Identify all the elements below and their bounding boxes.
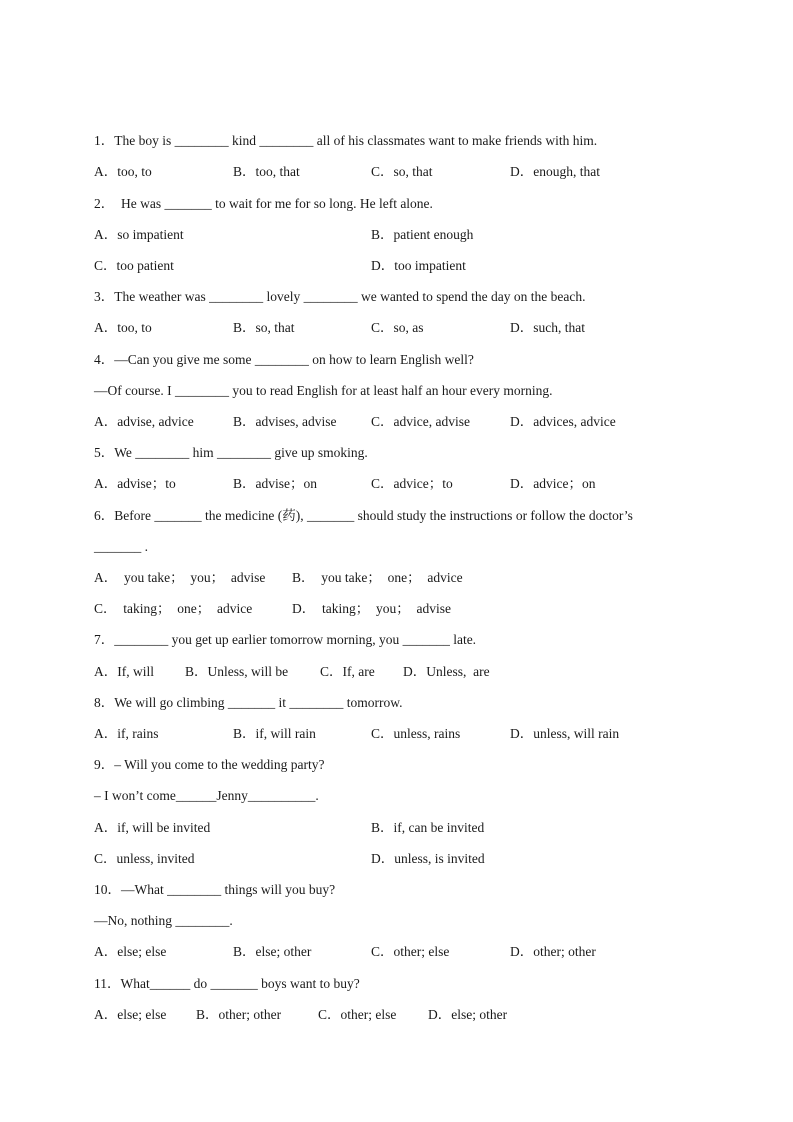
question-2-option-b[interactable]: B．patient enough xyxy=(371,227,474,242)
question-11-option-c[interactable]: C．other; else xyxy=(318,1007,397,1022)
question-3-option-d[interactable]: D．such, that xyxy=(510,320,585,335)
question-10-option-a[interactable]: A．else; else xyxy=(94,944,167,959)
question-4-option-a[interactable]: A．advise, advice xyxy=(94,414,194,429)
question-4-option-c[interactable]: C．advice, advise xyxy=(371,414,470,429)
question-11-option-b[interactable]: B．other; other xyxy=(196,1007,282,1022)
question-9-stem-line2: – I won’t come______Jenny__________. xyxy=(94,788,319,803)
question-2-stem: 2． He was _______ to wait for me for so long. He left alone. xyxy=(94,196,433,211)
question-3-stem: 3．The weather was ________ lovely ________ we wanted to spend the day on the beach. xyxy=(94,289,586,304)
question-7-option-a[interactable]: A．If, will xyxy=(94,664,154,679)
question-11-option-a[interactable]: A．else; else xyxy=(94,1007,167,1022)
question-9-option-b[interactable]: B．if, can be invited xyxy=(371,820,485,835)
question-1-option-d[interactable]: D．enough, that xyxy=(510,164,600,179)
question-7-option-c[interactable]: C．If, are xyxy=(320,664,375,679)
question-5-option-c[interactable]: C．advice；to xyxy=(371,476,453,491)
question-6-option-d[interactable]: D． taking； you； advise xyxy=(292,601,451,616)
question-7-stem: 7．________ you get up earlier tomorrow morning, you _______ late. xyxy=(94,632,477,647)
question-8-option-d[interactable]: D．unless, will rain xyxy=(510,726,620,741)
question-3-option-b[interactable]: B．so, that xyxy=(233,320,295,335)
question-5-option-b[interactable]: B．advise；on xyxy=(233,476,317,491)
question-11-stem: 11．What______ do _______ boys want to buy? xyxy=(94,976,360,991)
question-6-option-a[interactable]: A． you take； you； advise xyxy=(94,570,266,585)
question-8-option-b[interactable]: B．if, will rain xyxy=(233,726,316,741)
question-11-option-d[interactable]: D．else; other xyxy=(428,1007,508,1022)
question-4-option-d[interactable]: D．advices, advice xyxy=(510,414,616,429)
question-7-option-b[interactable]: B．Unless, will be xyxy=(185,664,289,679)
question-1-option-a[interactable]: A．too, to xyxy=(94,164,152,179)
question-4-option-b[interactable]: B．advises, advise xyxy=(233,414,337,429)
question-8-option-c[interactable]: C．unless, rains xyxy=(371,726,461,741)
question-9-option-a[interactable]: A．if, will be invited xyxy=(94,820,211,835)
question-10-stem-line2: —No, nothing ________. xyxy=(94,913,233,928)
question-4-stem-line2: —Of course. I ________ you to read English for at least half an hour every morning. xyxy=(94,383,553,398)
question-4-stem: 4．—Can you give me some ________ on how to learn English well? xyxy=(94,352,474,367)
question-5-stem: 5．We ________ him ________ give up smoking. xyxy=(94,445,368,460)
question-9-stem: 9．– Will you come to the wedding party? xyxy=(94,757,325,772)
question-9-option-d[interactable]: D．unless, is invited xyxy=(371,851,485,866)
question-10-option-d[interactable]: D．other; other xyxy=(510,944,596,959)
question-6-stem-line2: _______ . xyxy=(94,539,148,554)
question-6-option-c[interactable]: C． taking； one； advice xyxy=(94,601,253,616)
question-6-stem: 6．Before _______ the medicine (药), _______ should study the instructions or follow the doctor’s xyxy=(94,508,633,523)
question-3-option-c[interactable]: C．so, as xyxy=(371,320,424,335)
question-2-option-c[interactable]: C．too patient xyxy=(94,258,174,273)
question-2-option-a[interactable]: A．so impatient xyxy=(94,227,184,242)
question-2-option-d[interactable]: D．too impatient xyxy=(371,258,466,273)
question-1-option-b[interactable]: B．too, that xyxy=(233,164,300,179)
question-5-option-a[interactable]: A．advise；to xyxy=(94,476,176,491)
question-5-option-d[interactable]: D．advice；on xyxy=(510,476,596,491)
question-8-stem: 8．We will go climbing _______ it ________ tomorrow. xyxy=(94,695,403,710)
question-7-option-d[interactable]: D．Unless, are xyxy=(403,664,490,679)
question-3-option-a[interactable]: A．too, to xyxy=(94,320,152,335)
question-9-option-c[interactable]: C．unless, invited xyxy=(94,851,195,866)
question-10-option-c[interactable]: C．other; else xyxy=(371,944,450,959)
question-10-stem: 10．—What ________ things will you buy? xyxy=(94,882,336,897)
question-6-option-b[interactable]: B． you take； one； advice xyxy=(292,570,463,585)
question-8-option-a[interactable]: A．if, rains xyxy=(94,726,159,741)
question-1-option-c[interactable]: C．so, that xyxy=(371,164,433,179)
question-10-option-b[interactable]: B．else; other xyxy=(233,944,312,959)
question-1-stem: 1．The boy is ________ kind ________ all of his classmates want to make friends with him. xyxy=(94,133,598,148)
